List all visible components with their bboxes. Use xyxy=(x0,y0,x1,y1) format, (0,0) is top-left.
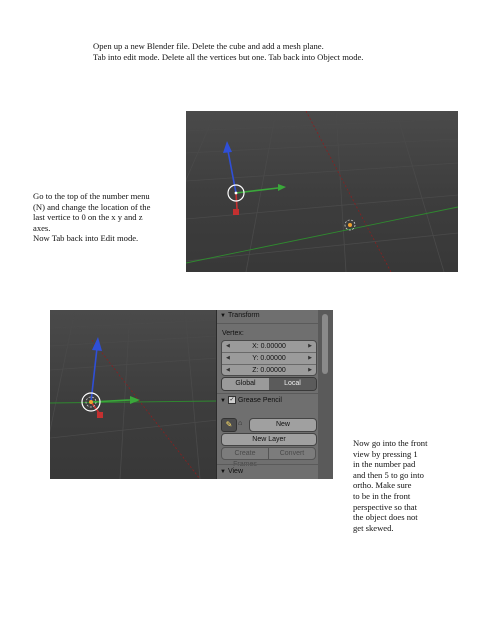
viewport-1-y-arrowhead xyxy=(278,184,286,191)
global-button[interactable]: Global xyxy=(222,378,269,390)
number-menu-instructions: Go to the top of the number menu (N) and change the location of the last vertice to 0 on the x y and z axes. Now Tab back into Edit mode. xyxy=(33,191,151,244)
grease-pencil-actions xyxy=(221,447,315,458)
divider xyxy=(217,464,319,465)
create-frames-button[interactable]: Create xyxy=(221,447,269,460)
transform-section-header[interactable] xyxy=(220,311,260,321)
grease-pencil-checkbox[interactable]: ✓ xyxy=(229,397,235,404)
increment-arrow-icon[interactable]: ▶ xyxy=(308,367,312,373)
increment-arrow-icon[interactable]: ▶ xyxy=(308,343,312,349)
collapse-triangle-icon: ▼ xyxy=(220,398,226,404)
view-section-title: View xyxy=(227,468,243,475)
vertex-y-field[interactable] xyxy=(222,353,316,365)
transform-section-title: Transform xyxy=(227,312,260,319)
viewport-1-z-arrowhead xyxy=(223,141,232,153)
decrement-arrow-icon[interactable]: ◀ xyxy=(226,355,230,361)
properties-panel xyxy=(216,310,319,479)
front-view-instructions: Now go into the front view by pressing 1 in the number pad and then 5 to go into ortho. Make sure to be in the front perspective so that the object does not get skewed. xyxy=(353,438,428,533)
vertex-z-field[interactable] xyxy=(222,365,316,376)
grease-pencil-datablock-row xyxy=(221,418,315,430)
new-layer-button[interactable]: New Layer xyxy=(221,433,317,446)
divider xyxy=(217,323,319,324)
coordinate-space-toggle xyxy=(221,377,317,391)
decrement-arrow-icon[interactable]: ◀ xyxy=(226,343,230,349)
panel-scrollbar-track[interactable] xyxy=(318,310,333,479)
vertex-z-value: Z: 0.00000 xyxy=(252,367,286,374)
viewport-2-z-arrowhead xyxy=(92,337,102,351)
increment-arrow-icon[interactable]: ▶ xyxy=(308,355,312,361)
vertex-label: Vertex: xyxy=(222,330,244,337)
viewport-2-x-arrowhead xyxy=(97,412,103,418)
viewport-2-widget-center xyxy=(89,400,93,404)
view-section-header[interactable] xyxy=(220,467,243,477)
collapse-triangle-icon: ▼ xyxy=(220,313,226,319)
viewport-2-y-arrowhead xyxy=(130,396,140,404)
pin-icon[interactable]: ⌂ xyxy=(238,420,243,427)
local-button[interactable]: Local xyxy=(269,378,316,390)
vertex-x-field[interactable] xyxy=(222,341,316,353)
new-grease-pencil-button[interactable]: New xyxy=(249,418,317,432)
divider xyxy=(217,393,319,394)
object-origin-icon xyxy=(345,220,355,230)
intro-instructions: Open up a new Blender file. Delete the cube and add a mesh plane. Tab into edit mode. Delete all the vertices but one. Tab back into Object mode. xyxy=(93,41,364,62)
grease-pencil-title: Grease Pencil xyxy=(237,397,282,404)
grease-pencil-section-header[interactable] xyxy=(220,396,282,406)
decrement-arrow-icon[interactable]: ◀ xyxy=(226,367,230,373)
panel-scrollbar-thumb[interactable] xyxy=(322,314,328,374)
pencil-icon[interactable]: ✎ xyxy=(221,418,237,432)
viewport-1-scene xyxy=(186,111,458,272)
viewport-1-widget-center xyxy=(235,192,238,195)
vertex-y-value: Y: 0.00000 xyxy=(252,355,286,362)
viewport-2-scene xyxy=(50,310,218,479)
blender-viewport-screenshot-2 xyxy=(50,310,218,479)
viewport-2-x-axis-line xyxy=(92,340,200,479)
convert-button[interactable]: Convert xyxy=(268,447,316,460)
vertex-x-value: X: 0.00000 xyxy=(252,343,286,350)
viewport-1-grid xyxy=(186,111,458,272)
vertex-location-fields xyxy=(221,340,317,376)
blender-viewport-screenshot-1 xyxy=(186,111,458,272)
viewport-1-x-arrowhead xyxy=(233,209,239,215)
collapse-triangle-icon: ▼ xyxy=(220,469,226,475)
viewport-1-x-axis-line xyxy=(306,111,391,272)
